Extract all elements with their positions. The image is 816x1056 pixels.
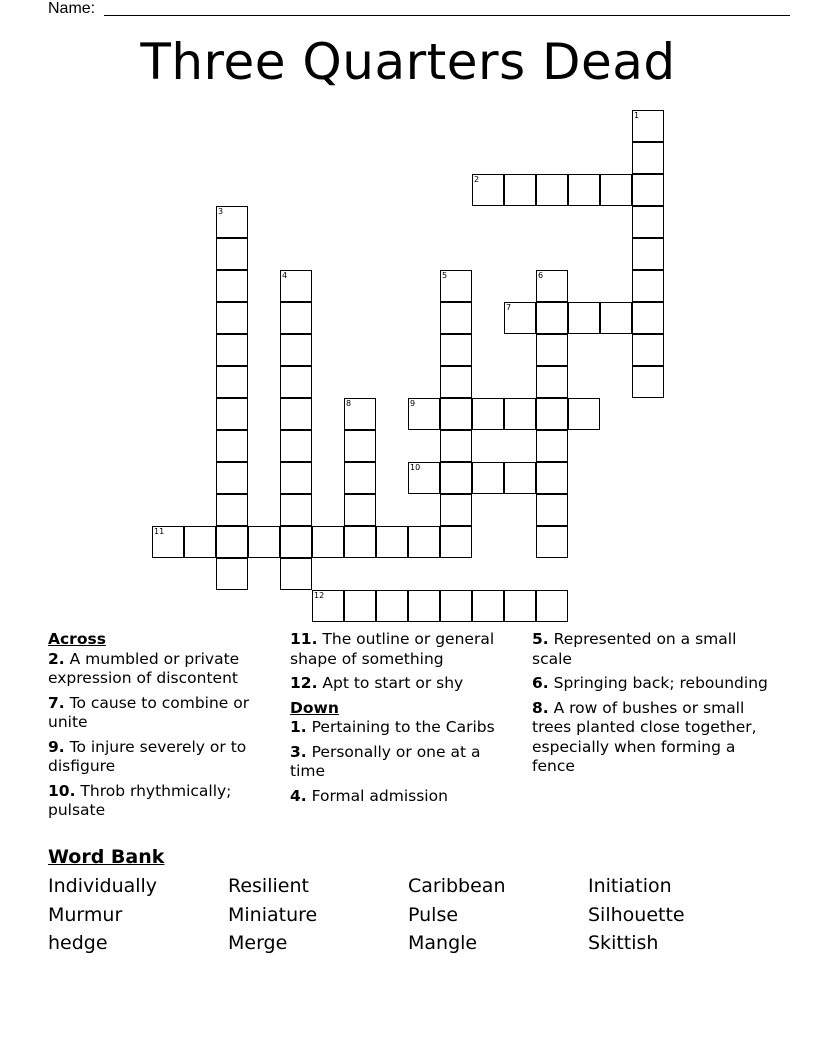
clues-column-1 [48, 630, 270, 826]
clue-number: 2 [474, 175, 480, 184]
grid-cell[interactable] [632, 110, 664, 142]
grid-cell[interactable] [632, 334, 664, 366]
grid-cell[interactable] [536, 590, 568, 622]
grid-cell[interactable] [440, 302, 472, 334]
grid-cell[interactable] [216, 558, 248, 590]
word-bank-item: Murmur [48, 904, 123, 926]
word-bank-item: Pulse [408, 904, 459, 926]
grid-cell[interactable] [440, 270, 472, 302]
grid-cell[interactable] [344, 462, 376, 494]
grid-cell[interactable] [216, 334, 248, 366]
grid-cell[interactable] [536, 462, 568, 494]
grid-cell[interactable] [344, 430, 376, 462]
grid-cell[interactable] [280, 334, 312, 366]
grid-cell[interactable] [504, 398, 536, 430]
grid-cell[interactable] [536, 270, 568, 302]
grid-cell[interactable] [280, 302, 312, 334]
grid-cell[interactable] [632, 142, 664, 174]
name-label: Name: [48, 0, 96, 17]
grid-cell[interactable] [536, 366, 568, 398]
clue-number: 9 [410, 399, 416, 408]
clue-text: To cause to combine or unite [48, 693, 250, 731]
word-bank-item: Miniature [228, 904, 318, 926]
clue-text: Pertaining to the Caribs [306, 718, 495, 736]
clue [532, 630, 768, 669]
word-bank-item: Caribbean [408, 875, 506, 897]
clues-column-3 [532, 630, 768, 782]
word-bank-item: Individually [48, 875, 158, 897]
clue-number-label: 11. [290, 630, 318, 648]
puzzle-title: Three Quarters Dead [140, 33, 676, 91]
clue-text: Throb rhythmically; pulsate [48, 781, 232, 819]
clue-number: 10 [410, 463, 421, 472]
grid-cell[interactable] [536, 302, 568, 334]
grid-cell[interactable] [152, 526, 184, 558]
grid-cell[interactable] [312, 526, 344, 558]
grid-cell[interactable] [216, 270, 248, 302]
grid-cell[interactable] [536, 526, 568, 558]
grid-cell[interactable] [216, 462, 248, 494]
grid-cell[interactable] [536, 398, 568, 430]
grid-cell[interactable] [440, 462, 472, 494]
grid-cell[interactable] [632, 270, 664, 302]
word-bank-item: Initiation [588, 875, 672, 897]
grid-cell[interactable] [216, 494, 248, 526]
word-bank-item: Skittish [588, 932, 659, 954]
grid-cell[interactable] [376, 526, 408, 558]
grid-cell[interactable] [216, 430, 248, 462]
clue-text: A mumbled or private expression of discontent [48, 649, 240, 687]
clue-number-label: 5. [532, 630, 549, 648]
word-bank-item: Resilient [228, 875, 309, 897]
word-bank-item: Mangle [408, 932, 478, 954]
clue-number-label: 9. [48, 737, 65, 756]
grid-cell[interactable] [216, 238, 248, 270]
grid-cell[interactable] [568, 174, 600, 206]
word-bank-item: Merge [228, 932, 288, 954]
grid-cell[interactable] [472, 462, 504, 494]
clue [290, 787, 512, 807]
grid-cell[interactable] [504, 174, 536, 206]
grid-cell[interactable] [504, 462, 536, 494]
clue-number-label: 1. [290, 718, 307, 736]
clue-number-label: 12. [290, 674, 318, 692]
clue-number: 3 [218, 207, 224, 216]
grid-cell[interactable] [216, 302, 248, 334]
down-heading: Down [290, 698, 339, 717]
grid-cell[interactable] [568, 398, 600, 430]
clue-number: 11 [154, 527, 165, 536]
grid-cell[interactable] [472, 174, 504, 206]
clue-number: 7 [506, 303, 512, 312]
grid-cell[interactable] [344, 526, 376, 558]
clue-number: 4 [282, 271, 288, 280]
word-bank-item: hedge [48, 932, 108, 954]
grid-cell[interactable] [472, 590, 504, 622]
clue [48, 694, 270, 733]
clue-text: To injure severely or to disfigure [48, 737, 247, 775]
across-heading: Across [48, 630, 106, 648]
clue-number-label: 8. [532, 698, 549, 717]
grid-cell[interactable] [280, 270, 312, 302]
grid-cell[interactable] [248, 526, 280, 558]
clue [532, 674, 768, 694]
clues-column-2 [290, 630, 512, 811]
grid-cell[interactable] [632, 302, 664, 334]
grid-cell[interactable] [408, 462, 440, 494]
grid-cell[interactable] [280, 430, 312, 462]
clue-number: 6 [538, 271, 544, 280]
grid-cell[interactable] [280, 558, 312, 590]
grid-cell[interactable] [440, 526, 472, 558]
grid-cell[interactable] [344, 494, 376, 526]
clue-number-label: 3. [290, 742, 307, 761]
grid-cell[interactable] [280, 526, 312, 558]
grid-cell[interactable] [632, 174, 664, 206]
clue [48, 650, 270, 689]
clue-number: 5 [442, 271, 448, 280]
grid-cell[interactable] [216, 206, 248, 238]
grid-cell[interactable] [216, 398, 248, 430]
grid-cell[interactable] [440, 334, 472, 366]
clue-number: 8 [346, 399, 352, 408]
grid-cell[interactable] [216, 526, 248, 558]
clue-number: 1 [634, 111, 640, 120]
clue-number-label: 2. [48, 649, 65, 668]
grid-cell[interactable] [632, 206, 664, 238]
grid-cell[interactable] [440, 366, 472, 398]
clue-number: 12 [314, 591, 325, 600]
grid-cell[interactable] [344, 398, 376, 430]
clue-text: Apt to start or shy [317, 674, 464, 692]
grid-cell[interactable] [632, 366, 664, 398]
clue [290, 630, 512, 669]
grid-cell[interactable] [568, 302, 600, 334]
grid-cell[interactable] [600, 302, 632, 334]
grid-cell[interactable] [440, 590, 472, 622]
grid-cell[interactable] [600, 174, 632, 206]
clue-number-label: 4. [290, 786, 307, 805]
grid-cell[interactable] [472, 398, 504, 430]
name-field[interactable] [48, 0, 748, 20]
grid-cell[interactable] [280, 366, 312, 398]
grid-cell[interactable] [408, 398, 440, 430]
clue-number-label: 6. [532, 674, 549, 692]
grid-cell[interactable] [440, 494, 472, 526]
grid-cell[interactable] [504, 302, 536, 334]
grid-cell[interactable] [280, 494, 312, 526]
grid-cell[interactable] [408, 526, 440, 558]
clue [48, 782, 270, 821]
grid-cell[interactable] [216, 366, 248, 398]
clue-text: Personally or one at a time [290, 742, 481, 780]
grid-cell[interactable] [344, 590, 376, 622]
word-bank-item: Silhouette [588, 904, 685, 926]
name-underline [104, 15, 790, 16]
clue [48, 738, 270, 777]
grid-cell[interactable] [536, 334, 568, 366]
clue [532, 699, 768, 777]
grid-cell[interactable] [536, 430, 568, 462]
grid-cell[interactable] [280, 462, 312, 494]
grid-cell[interactable] [184, 526, 216, 558]
clue [290, 674, 512, 694]
grid-cell[interactable] [376, 590, 408, 622]
clue [290, 718, 512, 738]
clue [290, 743, 512, 782]
clue-text: The outline or general shape of something [290, 630, 495, 668]
grid-cell[interactable] [504, 590, 536, 622]
grid-cell[interactable] [312, 590, 344, 622]
clue-text: Represented on a small scale [532, 630, 737, 668]
clue-number-label: 10. [48, 781, 76, 800]
clue-text: Springing back; rebounding [548, 674, 768, 692]
clue-text: Formal admission [306, 786, 448, 805]
grid-cell[interactable] [536, 174, 568, 206]
grid-cell[interactable] [632, 238, 664, 270]
grid-cell[interactable] [280, 398, 312, 430]
word-bank-title: Word Bank [48, 846, 165, 868]
grid-cell[interactable] [440, 398, 472, 430]
grid-cell[interactable] [536, 494, 568, 526]
grid-cell[interactable] [440, 430, 472, 462]
clue-text: A row of bushes or small trees planted close together, especially when forming a fence [532, 698, 757, 775]
grid-cell[interactable] [408, 590, 440, 622]
clue-number-label: 7. [48, 693, 65, 712]
